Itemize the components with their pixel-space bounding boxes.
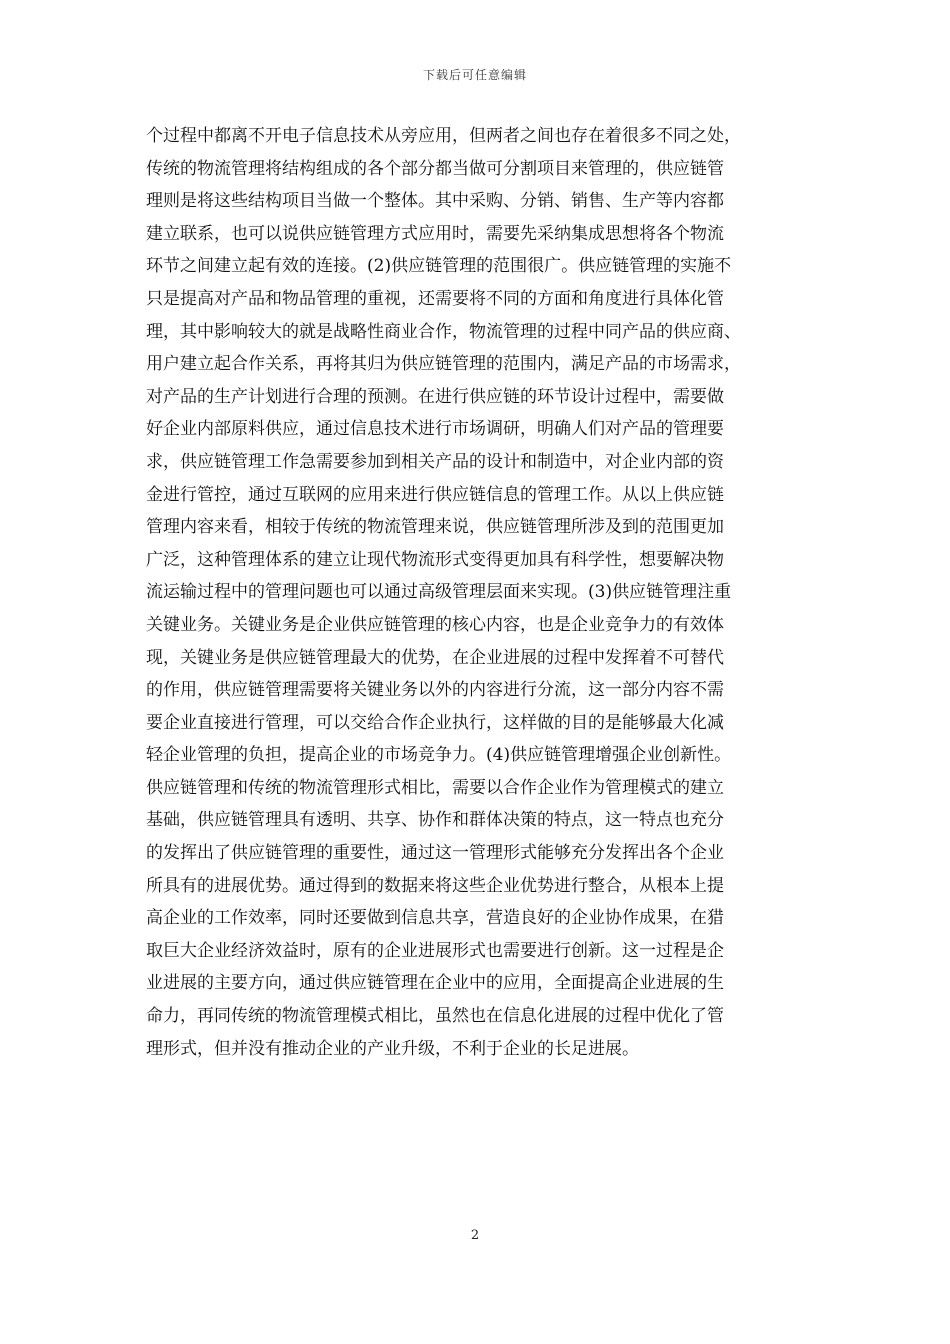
text-line: 对产品的生产计划进行合理的预测。在进行供应链的环节设计过程中，需要做 [146,386,724,407]
text-line: 供应链管理和传统的物流管理形式相比，需要以合作企业作为管理模式的建立 [146,777,724,798]
text-line: 用户建立起合作关系，再将其归为供应链管理的范围内，满足产品的市场需求， [146,354,741,375]
text-line: 现，关键业务是供应链管理最大的优势，在企业进展的过程中发挥着不可替代 [146,647,724,668]
text-line: 传统的物流管理将结构组成的各个部分都当做可分割项目来管理的，供应链管 [146,158,724,179]
text-line: 所具有的进展优势。通过得到的数据来将这些企业优势进行整合，从根本上提 [146,875,724,896]
text-line: 广泛，这种管理体系的建立让现代物流形式变得更加具有科学性，想要解决物 [146,549,724,570]
text-line: 流运输过程中的管理问题也可以通过高级管理层面来实现。(3)供应链管理注重 [146,582,732,603]
text-line: 轻企业管理的负担，提高企业的市场竞争力。(4)供应链管理增强企业创新性。 [146,745,732,766]
text-line: 建立联系，也可以说供应链管理方式应用时，需要先采纳集成思想将各个物流 [146,223,724,244]
text-line: 高企业的工作效率，同时还要做到信息共享，营造良好的企业协作成果，在猎 [146,908,724,929]
text-line: 理，其中影响较大的就是战略性商业合作，物流管理的过程中同产品的供应商、 [146,321,741,342]
text-line: 命力，再同传统的物流管理模式相比，虽然也在信息化进展的过程中优化了管 [146,1006,724,1027]
text-line: 的发挥出了供应链管理的重要性，通过这一管理形式能够充分发挥出各个企业 [146,843,724,864]
text-line: 环节之间建立起有效的连接。(2)供应链管理的范围很广。供应链管理的实施不 [146,256,732,277]
text-line: 的作用，供应链管理需要将关键业务以外的内容进行分流，这一部分内容不需 [146,680,724,701]
text-line: 求，供应链管理工作急需要参加到相关产品的设计和制造中，对企业内部的资 [146,451,724,472]
text-line: 理则是将这些结构项目当做一个整体。其中采购、分销、销售、生产等内容都 [146,191,724,212]
text-line: 关键业务。关键业务是企业供应链管理的核心内容，也是企业竞争力的有效体 [146,614,724,635]
text-line: 只是提高对产品和物品管理的重视，还需要将不同的方面和角度进行具体化管 [146,288,724,309]
text-line: 业进展的主要方向，通过供应链管理在企业中的应用，全面提高企业进展的生 [146,973,724,994]
text-line: 好企业内部原料供应，通过信息技术进行市场调研，明确人们对产品的管理要 [146,419,724,440]
text-line: 个过程中都离不开电子信息技术从旁应用，但两者之间也存在着很多不同之处， [146,126,741,146]
text-line: 理形式，但并没有推动企业的产业升级，不利于企业的长足进展。 [146,1038,639,1059]
text-line: 基础，供应链管理具有透明、共享、协作和群体决策的特点，这一特点也充分 [146,810,724,831]
text-line: 金进行管控，通过互联网的应用来进行供应链信息的管理工作。从以上供应链 [146,484,724,505]
text-line: 要企业直接进行管理，可以交给合作企业执行，这样做的目的是能够最大化减 [146,712,724,733]
page-number: 2 [470,1228,480,1243]
page-header: 下载后可任意编辑 [422,68,527,82]
body-text [146,120,806,1065]
text-line: 取巨大企业经济效益时，原有的企业进展形式也需要进行创新。这一过程是企 [146,940,724,961]
text-line: 管理内容来看，相较于传统的物流管理来说，供应链管理所涉及到的范围更加 [146,517,724,538]
